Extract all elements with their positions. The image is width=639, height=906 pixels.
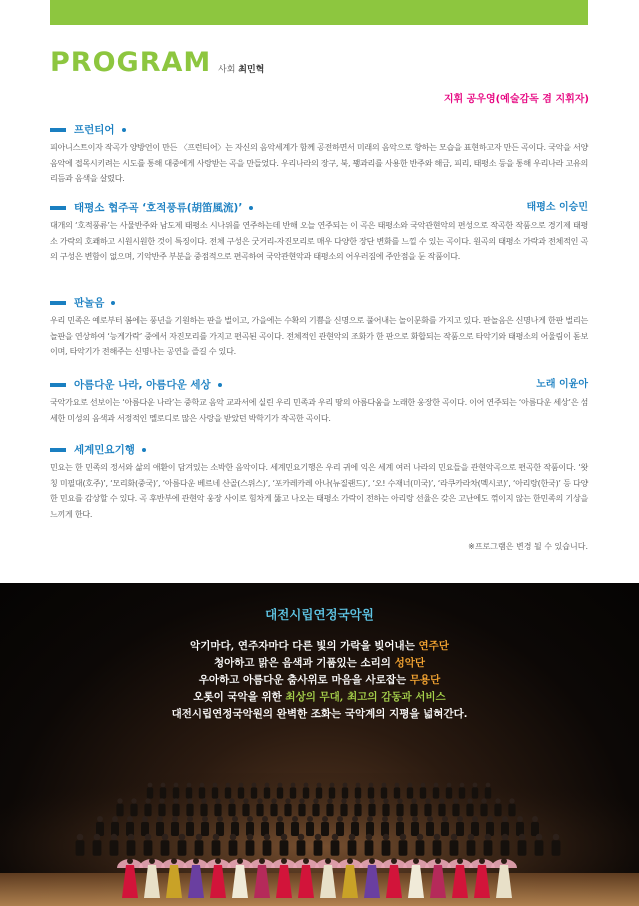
bullet-dot-icon — [218, 383, 222, 387]
promo-title: 대전시립연정국악원 — [265, 607, 374, 622]
musician-figure — [201, 816, 209, 836]
musician-figure — [501, 834, 510, 856]
musician-figure — [450, 834, 459, 856]
musician-figure — [366, 816, 374, 836]
musician-figure — [186, 783, 192, 799]
musician-figure — [242, 798, 249, 816]
musician-figure — [160, 783, 166, 799]
musician-figure — [354, 798, 361, 816]
musician-figure — [130, 798, 137, 816]
musician-figure — [212, 783, 218, 799]
musician-figure — [381, 816, 389, 836]
musician-figure — [284, 798, 291, 816]
musician-figure — [195, 834, 204, 856]
musician-figure — [161, 834, 170, 856]
bullet-dot-icon — [122, 128, 126, 132]
program-item-2 — [50, 201, 588, 265]
musician-figure — [399, 834, 408, 856]
musician-figure — [303, 783, 309, 799]
musician-figure — [96, 816, 104, 836]
musician-figure — [494, 798, 501, 816]
promo-panel — [0, 583, 639, 906]
musician-figure — [484, 834, 493, 856]
change-notice: ※프로그램은 변경 될 수 있습니다. — [468, 542, 588, 551]
top-accent-bar — [50, 0, 588, 25]
musician-figure — [416, 834, 425, 856]
musician-figure — [212, 834, 221, 856]
musician-figure — [200, 798, 207, 816]
musician-figure — [297, 834, 306, 856]
musician-figure — [552, 834, 561, 856]
musician-figure — [456, 816, 464, 836]
musician-figure — [126, 816, 134, 836]
musician-figure — [426, 816, 434, 836]
musician-figure — [229, 834, 238, 856]
section-body: 국악가요로 선보이는 ‘아름다운 나라’는 중학교 음악 교과서에 실린 우리 민족과 우리 땅의 아름다움을 노래한 웅장한 곡이다. 이어 연주되는 ‘아름다운 세상’은 섬세한 미성의 음색과 서정적인 멜로디로 많은 사랑을 받았던 박학기가 작곡한 곡이다. — [50, 397, 589, 423]
section-body: 피아니스트이자 작곡가 양방언이 만든 〈프런티어〉는 자신의 음악세계가 함께 공전하면서 미래의 음악으로 향하는 모습을 표현하고자 만든 곡이다. 국악을 서양음악에 접목시키려는 시도를 통해 대중에게 사랑받는 곡을 만들었다. 우리나라의 장구, 북, 꽹과리를 사용한 반주와 해금, 피리, 태평소 등을 통해 우리나라 고유의 리듬과 음색을 살렸다. — [50, 142, 589, 184]
musician-figure — [420, 783, 426, 799]
musician-figure — [298, 798, 305, 816]
musician-figure — [144, 798, 151, 816]
musician-figure — [336, 816, 344, 836]
musician-figure — [158, 798, 165, 816]
musician-figure — [382, 834, 391, 856]
musician-figure — [466, 798, 473, 816]
musician-figure — [480, 798, 487, 816]
musician-figure — [141, 816, 149, 836]
musician-figure — [508, 798, 515, 816]
musician-figure — [368, 783, 374, 799]
musician-figure — [280, 834, 289, 856]
promo-slogan — [0, 638, 639, 723]
musician-figure — [472, 783, 478, 799]
section-marker — [50, 301, 66, 305]
musician-figure — [351, 816, 359, 836]
musician-figure — [531, 816, 539, 836]
musician-figure — [116, 798, 123, 816]
bullet-dot-icon — [249, 206, 253, 210]
musician-figure — [216, 816, 224, 836]
section-body: 민요는 한 민족의 정서와 삶의 애환이 담겨있는 소박한 음악이다. 세계민요기행은 우리 귀에 익은 세계 여러 나라의 민요들을 관현악곡으로 편곡한 작품이다. ‘왓칭 미필대(호주)’, ‘모리화(중국)’, ‘아름다운 베르네 산골(스위스)’, ‘포카레카레 아나(뉴질랜드)’, ‘오! 수재너(미국)’, ‘라쿠카라차(멕시코)’, ‘아리랑(한국)’ 등 다양한 민요를 감상할 수 있다. 곡 후반부에 관현악 웅장 사이로 힘차게 뚫고 나오는 태평소 가락이 전하는 아리랑 선율은 갖은 고난에도 꺾이지 않는 한민족의 기상을 느끼게 한다. — [50, 462, 588, 519]
musician-figure — [321, 816, 329, 836]
musician-figure — [485, 783, 491, 799]
section-marker — [50, 448, 66, 452]
musician-figure — [516, 816, 524, 836]
slogan-line-5: 대전시립연정국악원의 완벽한 조화는 국악계의 지평을 넓혀간다. — [171, 708, 468, 720]
musician-figure — [186, 798, 193, 816]
musician-figure — [438, 798, 445, 816]
musician-figure — [306, 816, 314, 836]
program-item-1 — [50, 123, 588, 187]
musician-figure — [355, 783, 361, 799]
musician-figure — [407, 783, 413, 799]
musician-figure — [144, 834, 153, 856]
section-title: 아름다운 나라, 아름다운 세상 — [74, 378, 222, 392]
musician-figure — [93, 834, 102, 856]
musician-figure — [291, 816, 299, 836]
section-marker — [50, 128, 66, 132]
conductor-credit: 지휘 공우영(예술감독 겸 지휘자) — [443, 94, 589, 105]
musician-figure — [214, 798, 221, 816]
section-body: 대개의 ‘호적풍류’는 사물반주와 남도제 태평소 시나위를 연주하는데 반해 오늘 연주되는 이 곡은 태평소와 국악관현악의 편성으로 작곡한 작품으로 경기제 태평소 가락의 호쾌하고 시원시원한 것이 특징이다. 전체 구성은 굿거리-자진모리로 매우 다양한 장단 변화를 느낄 수 있는 곡이다. 원곡의 태평소 가락과 전체적인 곡의 구성은 변함이 없으며, 기악반주 부분을 중점적으로 편곡하여 국악관현악과 태평소의 어우러짐에 주안점을 둔 작품이다. — [50, 220, 588, 262]
musician-figure — [459, 783, 465, 799]
musician-figure — [501, 816, 509, 836]
bullet-dot-icon — [142, 448, 146, 452]
musician-figure — [127, 834, 136, 856]
section-marker — [50, 206, 66, 210]
musician-figure — [263, 834, 272, 856]
section-performer: 태평소 이승민 — [526, 202, 588, 213]
musician-figure — [238, 783, 244, 799]
musician-figure — [441, 816, 449, 836]
section-body: 우리 민족은 예로부터 봄에는 풍년을 기원하는 판을 벌이고, 가을에는 수확의 기쁨을 신명으로 풀어내는 놀이문화를 가지고 있다. 판놀음은 신명나게 한판 벌리는 놀판을 연상하여 ‘능게가락’ 중에서 자진모리를 가지고 편곡된 곡이다. 전체적인 관현악의 조화가 한 판으로 화합되는 작품으로 타악기와 태평소의 어울림이 돋보이며, 타악기가 전해주는 신명나는 공연을 즐길 수 있다. — [50, 315, 588, 357]
musician-figure — [326, 798, 333, 816]
musician-figure — [471, 816, 479, 836]
musician-figure — [246, 816, 254, 836]
program-heading — [50, 48, 590, 78]
musician-figure — [424, 798, 431, 816]
musician-figure — [199, 783, 205, 799]
musician-figure — [368, 798, 375, 816]
musician-figure — [433, 834, 442, 856]
musician-figure — [76, 834, 85, 856]
musician-figure — [396, 798, 403, 816]
slogan-line-3: 우아하고 아름다운 춤사위로 마음을 사로잡는 무용단 — [198, 674, 441, 686]
section-title: 태평소 협주곡 ‘호적풍류(胡笛風流)’ — [74, 201, 253, 215]
musician-figure — [186, 816, 194, 836]
section-title: 세계민요기행 — [74, 443, 146, 457]
host-name: 최민혁 — [238, 65, 265, 75]
musician-figure — [111, 816, 119, 836]
program-item-3 — [50, 296, 588, 360]
musician-figure — [411, 816, 419, 836]
musician-figure — [340, 798, 347, 816]
musician-figure — [173, 783, 179, 799]
musician-figure — [231, 816, 239, 836]
musician-figure — [110, 834, 119, 856]
musician-figure — [270, 798, 277, 816]
section-performer: 노래 이윤아 — [536, 379, 588, 390]
slogan-line-4: 오롯이 국악을 위한 최상의 무대, 최고의 감동과 서비스 — [193, 691, 446, 703]
musician-figure — [277, 783, 283, 799]
program-item-5 — [50, 443, 588, 522]
bullet-dot-icon — [111, 301, 115, 305]
program-title: PROGRAM — [50, 47, 212, 78]
musician-figure — [228, 798, 235, 816]
musician-figure — [178, 834, 187, 856]
musician-figure — [394, 783, 400, 799]
musician-figure — [314, 834, 323, 856]
musician-figure — [452, 798, 459, 816]
musician-figure — [261, 816, 269, 836]
musician-figure — [365, 834, 374, 856]
section-marker — [50, 383, 66, 387]
musician-figure — [264, 783, 270, 799]
musician-figure — [381, 783, 387, 799]
musician-figure — [331, 834, 340, 856]
musician-figure — [433, 783, 439, 799]
musician-figure — [290, 783, 296, 799]
ensemble-stage-photo — [0, 773, 639, 906]
host-credit — [218, 62, 264, 75]
musician-figure — [172, 798, 179, 816]
section-title: 판놀음 — [74, 296, 115, 310]
musician-figure — [251, 783, 257, 799]
musician-figure — [410, 798, 417, 816]
musician-figure — [518, 834, 527, 856]
musician-figure — [246, 834, 255, 856]
slogan-line-2: 청아하고 맑은 음색과 기품있는 소리의 성악단 — [213, 657, 425, 669]
musician-figure — [316, 783, 322, 799]
musician-figure — [382, 798, 389, 816]
musician-figure — [171, 816, 179, 836]
program-item-4 — [50, 378, 588, 426]
musician-figure — [535, 834, 544, 856]
musician-figure — [312, 798, 319, 816]
musician-figure — [486, 816, 494, 836]
host-label: 사회 — [218, 65, 236, 75]
section-title: 프런티어 — [74, 123, 126, 137]
musician-figure — [467, 834, 476, 856]
slogan-line-1: 악기마다, 연주자마다 다른 빛의 가락을 빚어내는 연주단 — [190, 640, 449, 652]
musician-figure — [156, 816, 164, 836]
musician-figure — [342, 783, 348, 799]
musician-figure — [446, 783, 452, 799]
musician-figure — [329, 783, 335, 799]
musician-figure — [396, 816, 404, 836]
musician-figure — [348, 834, 357, 856]
musician-figure — [225, 783, 231, 799]
musician-figure — [147, 783, 153, 799]
musician-figure — [256, 798, 263, 816]
musician-figure — [276, 816, 284, 836]
